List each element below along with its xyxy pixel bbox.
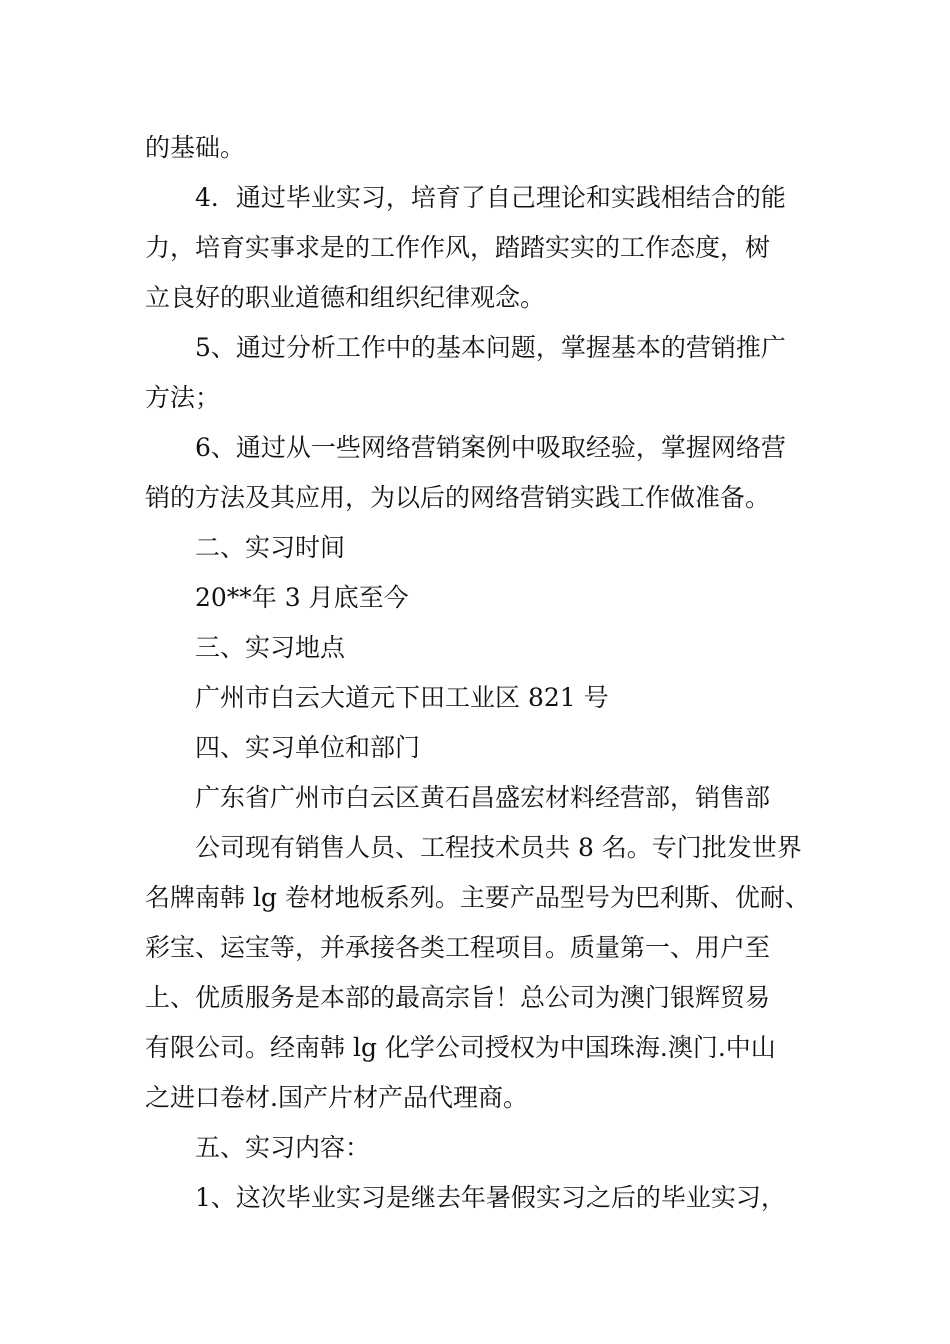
paragraph-line: 广州市白云大道元下田工业区 821 号 [195,683,609,712]
paragraph-line: 20**年 3 月底至今 [195,583,409,612]
paragraph-line: 6、通过从一些网络营销案例中吸取经验，掌握网络营 [195,433,786,462]
paragraph-line: 公司现有销售人员、工程技术员共 8 名。专门批发世界 [195,833,802,862]
paragraph-line: 广东省广州市白云区黄石昌盛宏材料经营部，销售部 [195,783,771,812]
paragraph-line: 5、通过分析工作中的基本问题，掌握基本的营销推广 [195,333,786,362]
paragraph-line: 之进口卷材.国产片材产品代理商。 [145,1083,528,1112]
paragraph-line: 的基础。 [145,133,246,162]
paragraph-line: 力，培育实事求是的工作作风，踏踏实实的工作态度，树 [145,233,771,262]
paragraph-line: 有限公司。经南韩 lg 化学公司授权为中国珠海.澳门.中山 [145,1033,776,1062]
paragraph-line: 彩宝、运宝等，并承接各类工程项目。质量第一、用户至 [145,933,771,962]
paragraph-line: 4．通过毕业实习，培育了自己理论和实践相结合的能 [195,183,786,212]
paragraph-line: 方法； [145,383,221,412]
section-heading: 四、实习单位和部门 [195,733,421,762]
paragraph-line: 上、优质服务是本部的最高宗旨！总公司为澳门银辉贸易 [145,983,771,1012]
paragraph-line: 销的方法及其应用，为以后的网络营销实践工作做准备。 [145,483,771,512]
paragraph-line: 立良好的职业道德和组织纪律观念。 [145,283,546,312]
section-heading: 五、实习内容： [195,1133,371,1162]
section-heading: 三、实习地点 [195,633,346,662]
paragraph-line: 1、这次毕业实习是继去年暑假实习之后的毕业实习， [195,1183,786,1212]
paragraph-line: 名牌南韩 lg 卷材地板系列。主要产品型号为巴利斯、优耐、 [145,883,810,912]
section-heading: 二、实习时间 [195,533,346,562]
